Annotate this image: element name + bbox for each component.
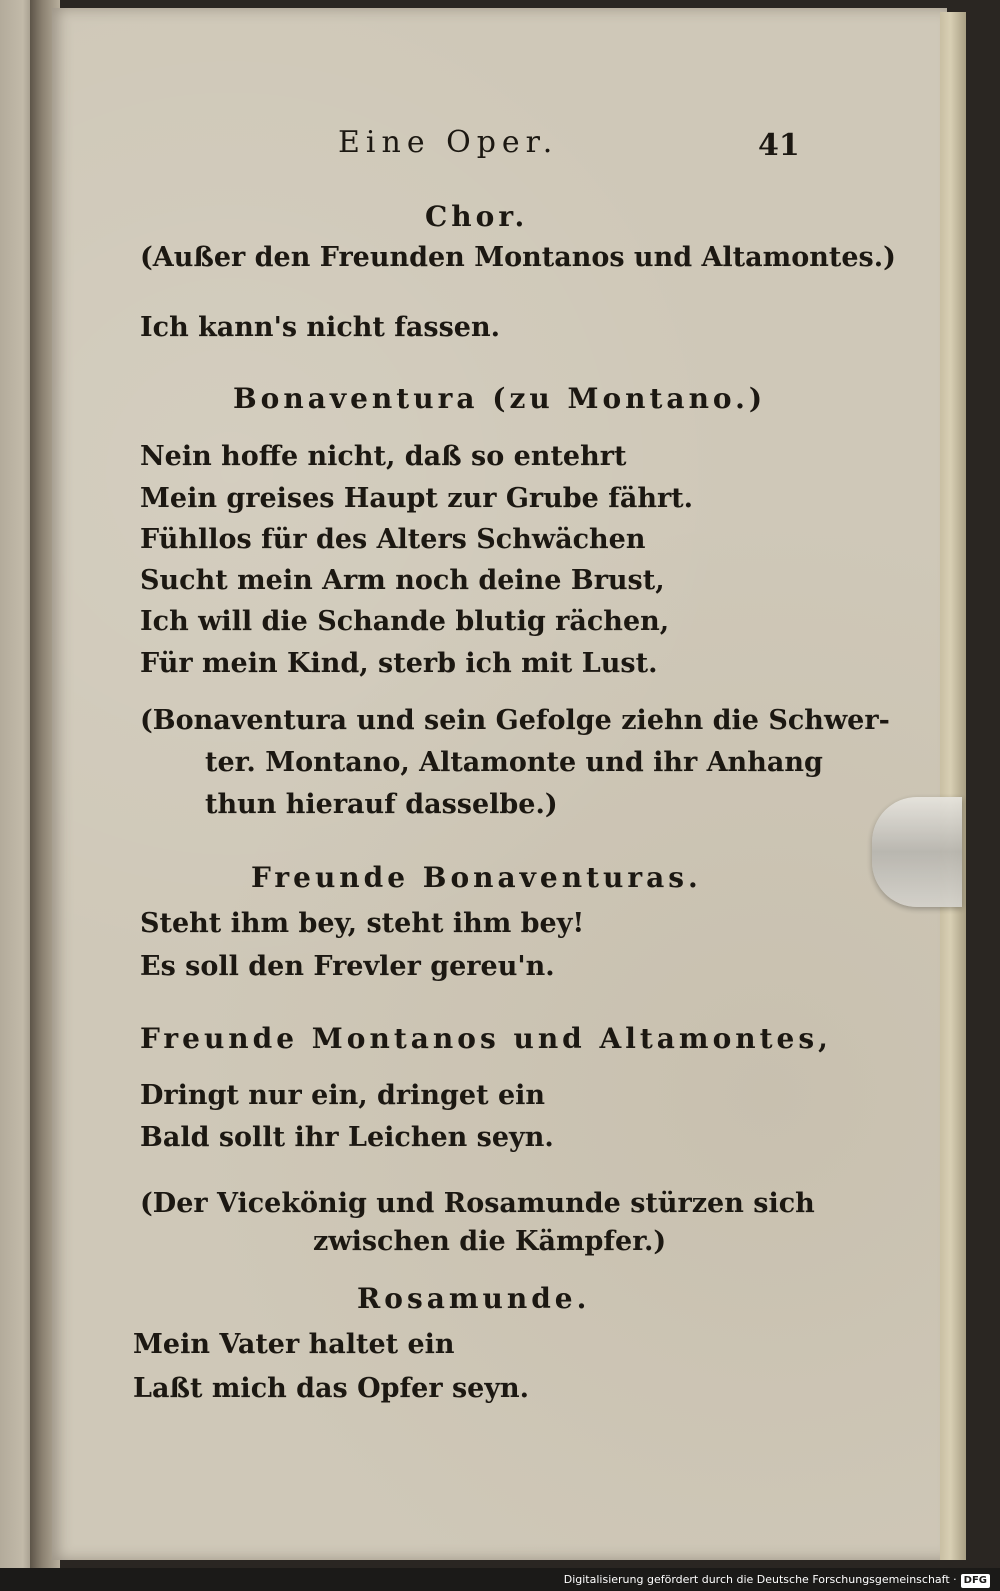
- verse-line: Laßt mich das Opfer seyn.: [133, 1373, 530, 1404]
- stage-direction: (Bonaventura und sein Gefolge ziehn die Schwer-: [140, 705, 890, 736]
- verse-line: Nein hoffe nicht, daß so entehrt: [140, 441, 627, 472]
- verse-line: Steht ihm bey, steht ihm bey!: [140, 908, 585, 939]
- stage-direction: ter. Montano, Altamonte und ihr Anhang: [205, 747, 823, 778]
- verse-line: Es soll den Frevler gereu'n.: [140, 951, 555, 982]
- speaker-heading: Rosamunde.: [357, 1282, 591, 1315]
- verse-line: Dringt nur ein, dringet ein: [140, 1080, 546, 1111]
- verse-line: Sucht mein Arm noch deine Brust,: [140, 565, 665, 596]
- book-page: [52, 8, 947, 1560]
- verse-line: Bald sollt ihr Leichen seyn.: [140, 1122, 554, 1153]
- speaker-heading: Freunde Bonaventuras.: [251, 861, 702, 894]
- speaker-heading: Chor.: [425, 200, 529, 233]
- stage-direction: (Der Vicekönig und Rosamunde stürzen sich: [140, 1188, 815, 1219]
- digitization-credit: [564, 1570, 990, 1590]
- dfg-logo: DFG: [961, 1574, 990, 1588]
- running-title: Eine Oper.: [338, 125, 559, 160]
- stage-direction: (Außer den Freunden Montanos und Altamontes.): [140, 242, 896, 273]
- verse-line: Für mein Kind, sterb ich mit Lust.: [140, 648, 658, 679]
- verse-line: Mein Vater haltet ein: [133, 1329, 455, 1360]
- verse-line: Ich kann's nicht fassen.: [140, 312, 500, 343]
- stage-direction: thun hierauf dasselbe.): [205, 789, 558, 820]
- verse-line: Fühllos für des Alters Schwächen: [140, 524, 646, 555]
- credit-text: Digitalisierung gefördert durch die Deutsche Forschungsgemeinschaft ·: [563, 1573, 957, 1586]
- page-number: 41: [758, 128, 800, 163]
- verse-line: Mein greises Haupt zur Grube fährt.: [140, 483, 694, 514]
- page-block-edge: [940, 12, 966, 1560]
- stage-direction: zwischen die Kämpfer.): [313, 1226, 667, 1257]
- page-clip: [872, 797, 962, 907]
- speaker-heading: Freunde Montanos und Altamontes,: [140, 1022, 832, 1055]
- speaker-heading: Bonaventura (zu Montano.): [233, 382, 767, 415]
- verse-line: Ich will die Schande blutig rächen,: [140, 606, 670, 637]
